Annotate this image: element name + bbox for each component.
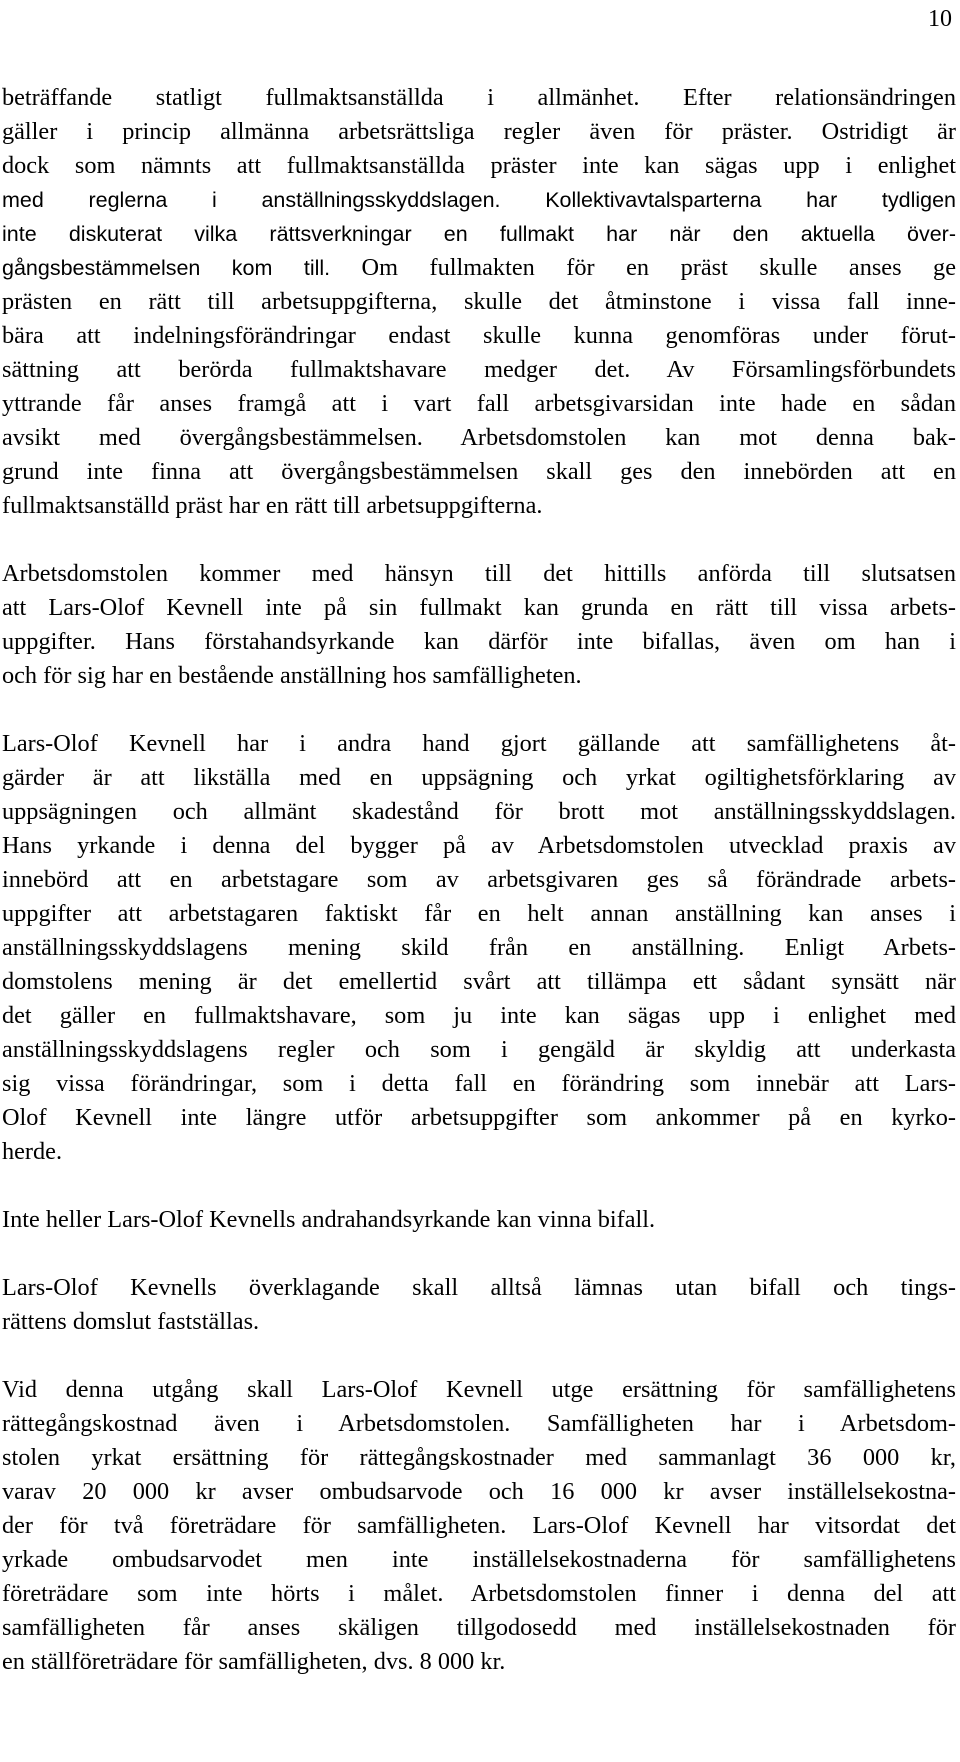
text-line: der för två företrädare för samfälligheten. Lars-Olof Kevnell har vitsordat det xyxy=(2,1512,956,1539)
text-line: sig vissa förändringar, som i detta fall en förändring som innebär att Lars- xyxy=(2,1070,956,1097)
text-line: rättens domslut fastställas. xyxy=(2,1308,260,1335)
paragraph-2 xyxy=(2,557,956,693)
text-line: gärder är att likställa med en uppsägning och yrkat ogiltighetsförklaring av xyxy=(2,764,956,791)
text-line: Olof Kevnell inte längre utför arbetsuppgifter som ankommer på en kyrko- xyxy=(2,1104,956,1131)
text-line: prästen en rätt till arbetsuppgifterna, skulle det åtminstone i vissa fall inne- xyxy=(2,288,956,315)
text-line: yrkade ombudsarvodet men inte inställelsekostnaderna för samfällighetens xyxy=(2,1546,956,1573)
text-line: Lars-Olof Kevnells överklagande skall alltså lämnas utan bifall och tings- xyxy=(2,1274,956,1301)
text-line: det gäller en fullmaktshavare, som ju inte kan sägas upp i enlighet med xyxy=(2,1002,956,1029)
paragraph-3 xyxy=(2,727,956,1169)
text-line: dock som nämnts att fullmaktsanställda präster inte kan sägas upp i enlighet xyxy=(2,152,956,179)
text-line xyxy=(2,183,956,217)
text-line: uppsägningen och allmänt skadestånd för brott mot anställningsskyddslagen. xyxy=(2,798,956,825)
text-line: innebörd att en arbetstagare som av arbetsgivaren ges så förändrade arbets- xyxy=(2,866,956,893)
text-line: anställningsskyddslagens mening skild från en anställning. Enligt Arbets- xyxy=(2,934,956,961)
text-line: inte diskuterat vilka rättsverkningar en fullmakt har när den aktuella över- xyxy=(2,222,956,246)
text-segment: Kollektivavtalsparterna har tydligen xyxy=(545,188,956,212)
paragraph-1 xyxy=(2,81,956,523)
text-line: herde. xyxy=(2,1138,63,1165)
text-line: samfälligheten får anses skäligen tillgodosedd med inställelsekostnaden för xyxy=(2,1614,956,1641)
text-line: yttrande får anses framgå att i vart fall arbetsgivarsidan inte hade en sådan xyxy=(2,390,956,417)
text-line: sättning att berörda fullmaktshavare medger det. Av Församlingsförbundets xyxy=(2,356,956,383)
text-segment: gångsbestämmelsen kom till. xyxy=(2,256,362,280)
text-line: Vid denna utgång skall Lars-Olof Kevnell utge ersättning för samfällighetens xyxy=(2,1376,956,1403)
text-segment: med reglerna i anställningsskyddslagen. xyxy=(2,188,546,212)
paragraph-6 xyxy=(2,1373,956,1679)
text-line xyxy=(2,251,956,285)
text-line: uppgifter. Hans förstahandsyrkande kan därför inte bifallas, även om han i xyxy=(2,628,956,655)
text-line: fullmaktsanställd präst har en rätt till arbetsuppgifterna. xyxy=(2,492,543,519)
text-line: beträffande statligt fullmaktsanställda i allmänhet. Efter relationsändringen xyxy=(2,84,956,111)
text-line: varav 20 000 kr avser ombudsarvode och 16 000 kr avser inställelsekostna- xyxy=(2,1478,956,1505)
text-line: grund inte finna att övergångsbestämmelsen skall ges den innebörden att en xyxy=(2,458,956,485)
text-line: Arbetsdomstolen kommer med hänsyn till det hittills anförda till slutsatsen xyxy=(2,560,956,587)
text-line: domstolens mening är det emellertid svårt att tillämpa ett sådant synsätt när xyxy=(2,968,956,995)
text-line: och för sig har en bestående anställning hos samfälligheten. xyxy=(2,662,582,689)
text-line: uppgifter att arbetstagaren faktiskt får en helt annan anställning kan anses i xyxy=(2,900,956,927)
text-line: avsikt med övergångsbestämmelsen. Arbetsdomstolen kan mot denna bak- xyxy=(2,424,956,451)
text-line: bära att indelningsförändringar endast skulle kunna genomföras under förut- xyxy=(2,322,956,349)
text-line: gäller i princip allmänna arbetsrättsliga regler även för präster. Ostridigt är xyxy=(2,118,956,145)
text-line: att Lars-Olof Kevnell inte på sin fullmakt kan grunda en rätt till vissa arbets- xyxy=(2,594,956,621)
document-body xyxy=(2,81,956,1679)
text-line: företrädare som inte hörts i målet. Arbetsdomstolen finner i denna del att xyxy=(2,1580,956,1607)
text-line: Inte heller Lars-Olof Kevnells andrahandsyrkande kan vinna bifall. xyxy=(2,1206,656,1233)
text-segment: Om fullmakten för en präst skulle anses ge xyxy=(361,254,956,281)
text-line: Hans yrkande i denna del bygger på av Arbetsdomstolen utvecklad praxis av xyxy=(2,832,956,859)
paragraph-5 xyxy=(2,1271,956,1339)
text-line: anställningsskyddslagens regler och som i gengäld är skyldig att underkasta xyxy=(2,1036,956,1063)
text-line: rättegångskostnad även i Arbetsdomstolen. Samfälligheten har i Arbetsdom- xyxy=(2,1410,956,1437)
text-line: Lars-Olof Kevnell har i andra hand gjort gällande att samfällighetens åt- xyxy=(2,730,956,757)
paragraph-4 xyxy=(2,1203,956,1237)
page-number: 10 xyxy=(928,6,952,32)
text-line: en ställföreträdare för samfälligheten, dvs. 8 000 kr. xyxy=(2,1648,506,1675)
text-line: stolen yrkat ersättning för rättegångskostnader med sammanlagt 36 000 kr, xyxy=(2,1444,956,1471)
